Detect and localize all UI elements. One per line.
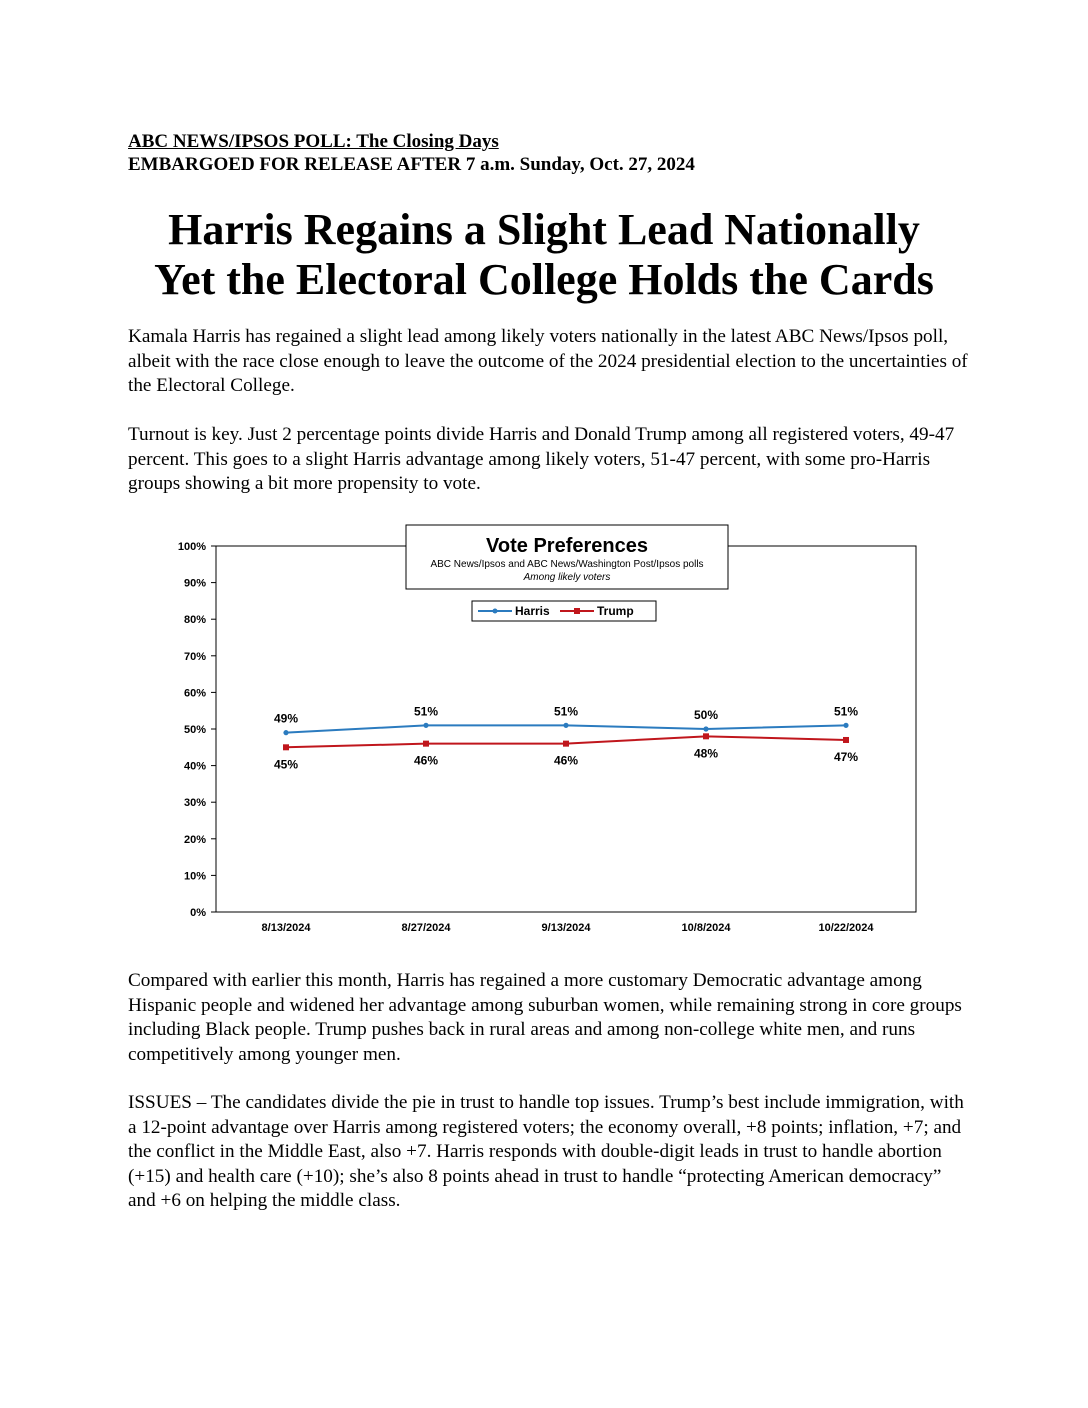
chart-title: Vote Preferences xyxy=(486,535,648,557)
data-point-trump xyxy=(423,741,429,747)
data-label-harris: 51% xyxy=(413,704,439,719)
x-tick-label: 8/13/2024 xyxy=(261,922,311,934)
data-point-harris xyxy=(703,726,708,731)
y-tick-label: 70% xyxy=(183,650,206,663)
y-tick-label: 100% xyxy=(177,541,206,553)
data-label-harris: 50% xyxy=(693,708,719,722)
data-point-harris xyxy=(283,730,288,735)
data-point-trump xyxy=(843,737,849,743)
x-axis xyxy=(262,922,875,934)
headline-line-2: Yet the Electoral College Holds the Cards xyxy=(154,255,934,304)
y-tick-label: 30% xyxy=(183,797,206,810)
x-tick-label: 8/27/2024 xyxy=(401,922,451,934)
chart-note: Among likely voters xyxy=(523,572,611,583)
data-point-trump xyxy=(563,741,569,747)
data-label-trump: 46% xyxy=(413,753,439,768)
release-title: ABC NEWS/IPSOS POLL: The Closing Days xyxy=(128,131,499,152)
data-label-trump: 48% xyxy=(693,746,719,761)
y-tick-label: 40% xyxy=(183,760,206,773)
legend-trump-marker xyxy=(574,608,580,614)
x-tick-label: 9/13/2024 xyxy=(541,922,591,934)
legend-harris-marker xyxy=(493,609,498,614)
headline-line-1: Harris Regains a Slight Lead Nationally xyxy=(168,205,920,254)
y-tick-label: 50% xyxy=(183,724,206,736)
chart-subtitle: ABC News/Ipsos and ABC News/Washington Post/Ipsos polls xyxy=(430,559,704,570)
y-axis xyxy=(178,541,216,919)
data-label-harris: 49% xyxy=(273,711,299,726)
data-label-harris: 51% xyxy=(553,704,579,719)
y-tick-label: 0% xyxy=(190,907,206,919)
y-tick-label: 20% xyxy=(183,833,206,846)
data-point-harris xyxy=(843,723,848,728)
paragraph-groups: Compared with earlier this month, Harris has regained a more customary Democratic advantage among Hispanic people and widened her advantage among suburban women, while remaining strong in core groups including Black people. Trump pushes back in rural areas and among non-college white men, and runs competitively among younger men. xyxy=(128,970,962,1065)
data-label-trump: 45% xyxy=(273,757,299,772)
data-label-harris: 51% xyxy=(833,704,859,719)
y-tick-label: 10% xyxy=(183,870,206,883)
data-point-harris xyxy=(563,723,568,728)
legend-trump-label: Trump xyxy=(597,604,634,618)
embargo-notice: EMBARGOED FOR RELEASE AFTER 7 a.m. Sunday, Oct. 27, 2024 xyxy=(128,154,695,175)
y-tick-label: 60% xyxy=(183,687,206,700)
paragraph-intro: Kamala Harris has regained a slight lead among likely voters nationally in the latest ABC News/Ipsos poll, albeit with the race close enough to leave the outcome of the 2024 presidential election to the uncertainties of the Electoral College. xyxy=(128,326,968,396)
data-point-trump xyxy=(703,733,709,739)
paragraph-turnout: Turnout is key. Just 2 percentage points divide Harris and Donald Trump among all registered voters, 49-47 percent. This goes to a slight Harris advantage among likely voters, 51-47 percent, with some pro-Harris groups showing a bit more propensity to vote. xyxy=(128,424,955,494)
y-tick-label: 90% xyxy=(183,577,206,590)
data-label-trump: 46% xyxy=(553,753,579,768)
y-tick-label: 80% xyxy=(183,614,206,627)
paragraph-issues: ISSUES – The candidates divide the pie in trust to handle top issues. Trump’s best include immigration, with a 12-point advantage over Harris among registered voters; the economy overall, +8 points; inflation, +7; and the conflict in the Middle East, also +7. Harris responds with double-digit leads in trust to handle abortion (+15) and health care (+10); she’s also 8 points ahead in trust to handle “protecting American democracy” and +6 on helping the middle class. xyxy=(128,1092,964,1211)
data-point-trump xyxy=(283,744,289,750)
legend-harris-label: Harris xyxy=(515,604,550,618)
data-point-harris xyxy=(423,723,428,728)
x-tick-label: 10/22/2024 xyxy=(818,922,874,934)
data-label-trump: 47% xyxy=(833,749,859,764)
x-tick-label: 10/8/2024 xyxy=(681,922,731,934)
